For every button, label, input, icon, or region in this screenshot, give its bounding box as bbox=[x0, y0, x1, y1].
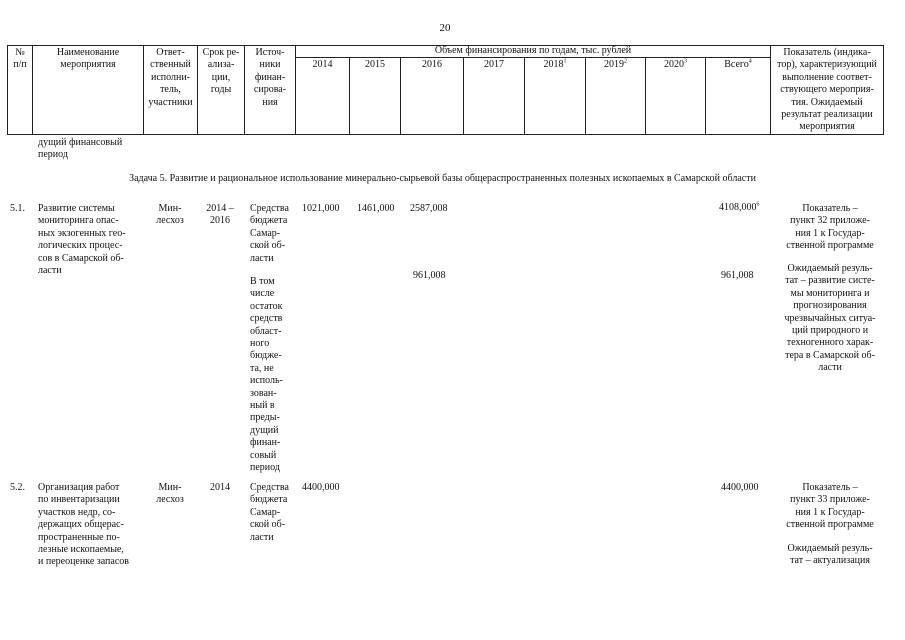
row-num: 5.1. bbox=[10, 203, 25, 214]
row-value-2016: 2587,008 bbox=[410, 203, 448, 214]
header-year-2015: 2015 bbox=[365, 59, 385, 70]
header-year-2017: 2017 bbox=[484, 59, 504, 70]
header-year-2020: 2020$^3$ bbox=[664, 58, 687, 70]
row-indicator: Показатель – пункт 33 приложе- ния 1 к Государ- ственной программе bbox=[786, 482, 874, 531]
header-year-2016: 2016 bbox=[422, 59, 442, 70]
row-value-2016-remainder: 961,008 bbox=[413, 270, 446, 281]
table-header bbox=[7, 45, 884, 135]
page-number: 20 bbox=[439, 22, 451, 34]
header-num: № п/п bbox=[13, 47, 27, 71]
row-value-2015: 1461,000 bbox=[357, 203, 395, 214]
header-year-2018: 2018$^1$ bbox=[543, 58, 567, 70]
row-source: Средства бюджета Самар- ской об- ласти bbox=[250, 482, 289, 543]
row-expected-result: Ожидаемый резуль- тат – актуализация bbox=[787, 543, 873, 567]
row-value-total: 4400,000 bbox=[721, 482, 759, 493]
header-indicator: Показатель (индика- тор), характеризующий выполнение соответ- ствующего мероприя- тия. Ожидаемый результат реализации мероприятия bbox=[777, 47, 877, 133]
row-value-total: 4108,000$^6$ bbox=[719, 201, 760, 213]
row-name: Развитие системы мониторинга опас- ных экзогенных гео- логических процес- сов в Самарской об- ласти bbox=[38, 203, 126, 277]
header-term: Срок ре- ализа- ции, годы bbox=[202, 47, 240, 96]
continuation-text: дущий финансовый период bbox=[38, 137, 123, 161]
row-value-2014: 1021,000 bbox=[302, 203, 340, 214]
header-year-2014: 2014 bbox=[312, 59, 333, 70]
header-year-total: Всего$^4$ bbox=[724, 58, 752, 70]
header-year-2019: 2019$^2$ bbox=[604, 58, 627, 70]
row-term: 2014 – 2016 bbox=[206, 203, 234, 227]
row-responsible: Мин- лесхоз bbox=[156, 203, 184, 227]
task-title: Задача 5. Развитие и рациональное использование минерально-сырьевой базы общераспространенных полезных ископаемых в Самарской области bbox=[129, 173, 756, 184]
header-name: Наименование мероприятия bbox=[56, 47, 120, 71]
row-value-total-remainder: 961,008 bbox=[721, 270, 754, 281]
header-responsible: Ответ- ственный исполни- тель, участники bbox=[148, 47, 193, 108]
row-indicator: Показатель – пункт 32 приложе- ния 1 к Государ- ственной программе bbox=[786, 203, 874, 252]
row-term: 2014 bbox=[210, 482, 230, 493]
row-name: Организация работ по инвентаризации участков недр, со- держащих общерас- пространенные по- лезные ископаемые, и переоценке запасов bbox=[38, 482, 129, 568]
header-funding-title: Объем финансирования по годам, тыс. рублей bbox=[434, 45, 632, 56]
row-responsible: Мин- лесхоз bbox=[156, 482, 184, 506]
row-source-remainder: В том числе остаток средств област- ного бюдже- та, не исполь- зован- ный в преды- дущий финан- совый период bbox=[250, 276, 283, 474]
header-source: Источ- ники финан- сирова- ния bbox=[253, 47, 287, 108]
row-expected-result: Ожидаемый резуль- тат – развитие систе- мы мониторинга и прогнозирования чрезвычайных ситуа- ций природного и техногенного харак- тера в Самарской об- ласти bbox=[784, 263, 876, 374]
row-source: Средства бюджета Самар- ской об- ласти bbox=[250, 203, 289, 264]
row-value-2014: 4400,000 bbox=[302, 482, 340, 493]
row-num: 5.2. bbox=[10, 482, 25, 493]
